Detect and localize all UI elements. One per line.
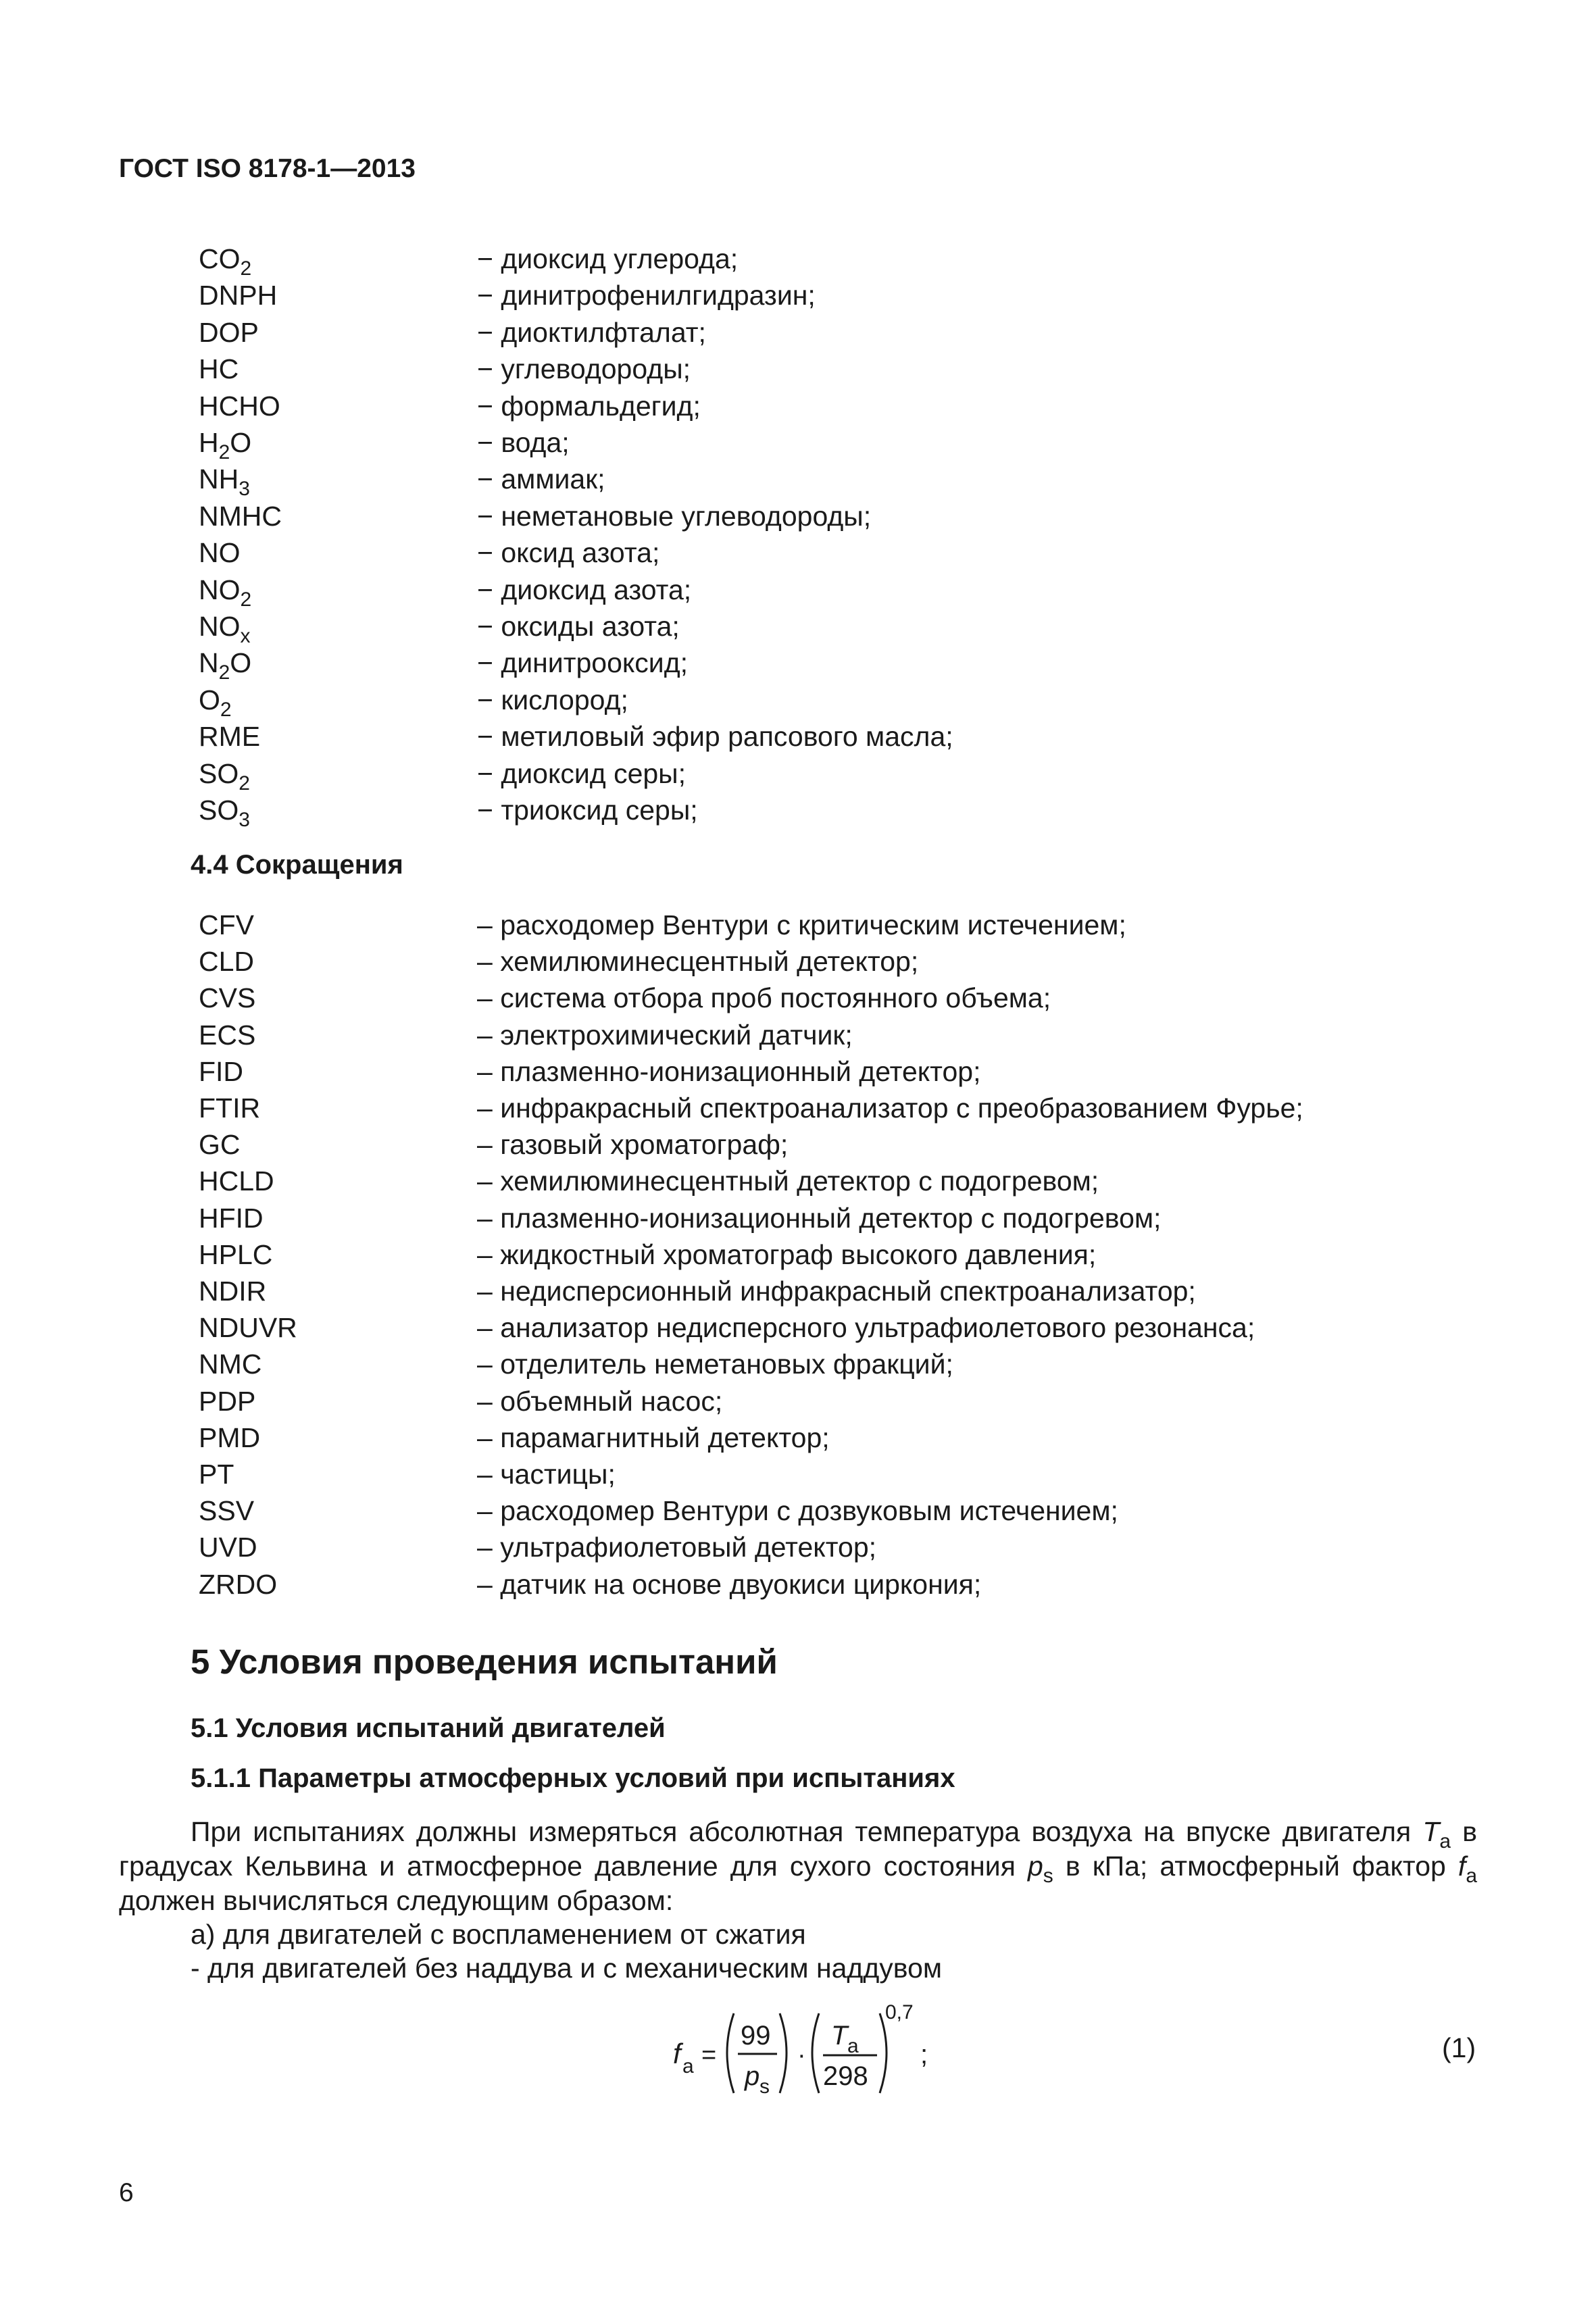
left-paren-2 <box>812 2013 819 2093</box>
body-paragraph: При испытаниях должны измеряться абсолютная температура воздуха на впуске двигателя $T_a$ в градусах Кельвина и атмосферное давление для сухого состояния $p_s$ в кПа; атмосферный фактор $f_a$ должен вычисляться следующим образом: <box>119 1816 1477 1916</box>
formula-num-1: 99 <box>741 2021 771 2051</box>
term: $N_2O$ <box>199 647 252 684</box>
formula-equals: = <box>701 2041 717 2069</box>
term: ECS <box>199 1019 256 1051</box>
term: $NO_2$ <box>199 574 252 611</box>
term: NDUVR <box>199 1312 297 1344</box>
definition: − диоксид углерода; <box>477 243 739 274</box>
formula-den-2: 298 <box>823 2061 868 2091</box>
formula-lhs-sub: a <box>682 2055 694 2078</box>
document-header: ГОСТ ISO 8178-1—2013 <box>119 154 416 183</box>
term: HFID <box>199 1202 264 1234</box>
term: $NH_3$ <box>199 463 250 501</box>
definition: – инфракрасный спектроанализатор с преобразованием Фурье; <box>477 1092 1303 1124</box>
definition: − метиловый эфир рапсового масла; <box>477 721 953 753</box>
term: SSV <box>199 1495 255 1527</box>
definition: – расходомер Вентури с дозвуковым истечением; <box>477 1495 1118 1527</box>
definition: – анализатор недисперсного ультрафиолетового резонанса; <box>477 1312 1255 1344</box>
term: FTIR <box>199 1092 261 1124</box>
definition: – хемилюминесцентный детектор с подогревом; <box>477 1165 1099 1197</box>
term: NMHC <box>199 500 282 532</box>
definition: – недисперсионный инфракрасный спектроанализатор; <box>477 1276 1196 1307</box>
term: $SO_2$ <box>199 757 250 795</box>
section-5-1-1-heading: 5.1.1 Параметры атмосферных условий при испытаниях <box>191 1763 955 1793</box>
formula-exponent: 0,7 <box>885 2001 914 2023</box>
section-4-4-heading: 4.4 Сокращения <box>191 850 403 880</box>
right-paren-1 <box>780 2013 787 2093</box>
definition: – частицы; <box>477 1459 616 1490</box>
definition: – хемилюминесцентный детектор; <box>477 946 919 978</box>
term: HCHO <box>199 390 280 422</box>
definition: − аммиак; <box>477 463 605 495</box>
definition: − динитрооксид; <box>477 647 689 679</box>
definition: – парамагнитный детектор; <box>477 1422 830 1453</box>
term: CLD <box>199 946 255 978</box>
definition: − диоксид азота; <box>477 574 692 605</box>
definition: − оксид азота; <box>477 537 660 569</box>
definition: – отделитель неметановых фракций; <box>477 1349 953 1380</box>
term: PT <box>199 1459 234 1490</box>
term: PMD <box>199 1422 261 1453</box>
definition: − формальдегид; <box>477 390 701 422</box>
formula-end: ; <box>920 2040 928 2069</box>
list-item-b: - для двигателей без наддува и с механическим наддувом <box>191 1953 943 1984</box>
definition: − триоксид серы; <box>477 795 698 826</box>
definition: – плазменно-ионизационный детектор; <box>477 1055 981 1087</box>
formula-lhs: f <box>673 2038 681 2069</box>
section-5-1-heading: 5.1 Условия испытаний двигателей <box>191 1713 666 1743</box>
term: GC <box>199 1129 241 1161</box>
definition: – расходомер Вентури с критическим истечением; <box>477 909 1126 940</box>
page-number: 6 <box>119 2178 134 2207</box>
definition: – электрохимический датчик; <box>477 1019 853 1051</box>
term: HC <box>199 353 239 385</box>
formula-num-2-sub: a <box>847 2035 859 2057</box>
term: UVD <box>199 1532 257 1563</box>
definition: – газовый хроматограф; <box>477 1129 789 1161</box>
formula-den-1: p <box>745 2061 760 2091</box>
definition: − диоксид серы; <box>477 757 687 789</box>
definition: − углеводороды; <box>477 353 691 385</box>
formula-1 <box>669 1998 939 2107</box>
definition: − неметановые углеводороды; <box>477 500 872 532</box>
term: NDIR <box>199 1276 267 1307</box>
equation-number: (1) <box>1442 2032 1476 2063</box>
formula-dot: · <box>797 2041 806 2069</box>
definition: − динитрофенилгидразин; <box>477 280 816 311</box>
right-paren-2 <box>880 2013 887 2093</box>
definition: − диоктилфталат; <box>477 316 706 348</box>
term: $NO_x$ <box>199 611 251 647</box>
definition: – плазменно-ионизационный детектор с подогревом; <box>477 1202 1162 1234</box>
term: HPLC <box>199 1238 273 1270</box>
term: CVS <box>199 982 256 1014</box>
term: CFV <box>199 909 254 940</box>
term: HCLD <box>199 1165 274 1197</box>
list-item-a: а) для двигателей с воспламенением от сжатия <box>191 1919 806 1950</box>
term: $O_2$ <box>199 684 232 721</box>
definition: – ультрафиолетовый детектор; <box>477 1532 877 1563</box>
term: NO <box>199 537 241 569</box>
definition: − оксиды азота; <box>477 611 680 642</box>
term: $CO_2$ <box>199 243 252 280</box>
term: ZRDO <box>199 1568 278 1600</box>
term: DNPH <box>199 280 278 311</box>
definition: – жидкостный хроматограф высокого давления; <box>477 1238 1097 1270</box>
term: DOP <box>199 316 259 348</box>
term: PDP <box>199 1385 256 1417</box>
definition: – система отбора проб постоянного объема; <box>477 982 1051 1014</box>
formula-den-1-sub: s <box>759 2076 770 2098</box>
section-5-heading: 5 Условия проведения испытаний <box>191 1642 778 1681</box>
formula-num-2: T <box>831 2021 848 2051</box>
definition: − вода; <box>477 427 570 458</box>
term: $SO_3$ <box>199 795 250 831</box>
definition: – датчик на основе двуокиси циркония; <box>477 1568 982 1600</box>
term: RME <box>199 721 261 753</box>
term: NMC <box>199 1349 262 1380</box>
definition: – объемный насос; <box>477 1385 723 1417</box>
term: $H_2O$ <box>199 427 252 463</box>
left-paren-1 <box>727 2013 734 2093</box>
definition: − кислород; <box>477 684 628 715</box>
term: FID <box>199 1055 244 1087</box>
